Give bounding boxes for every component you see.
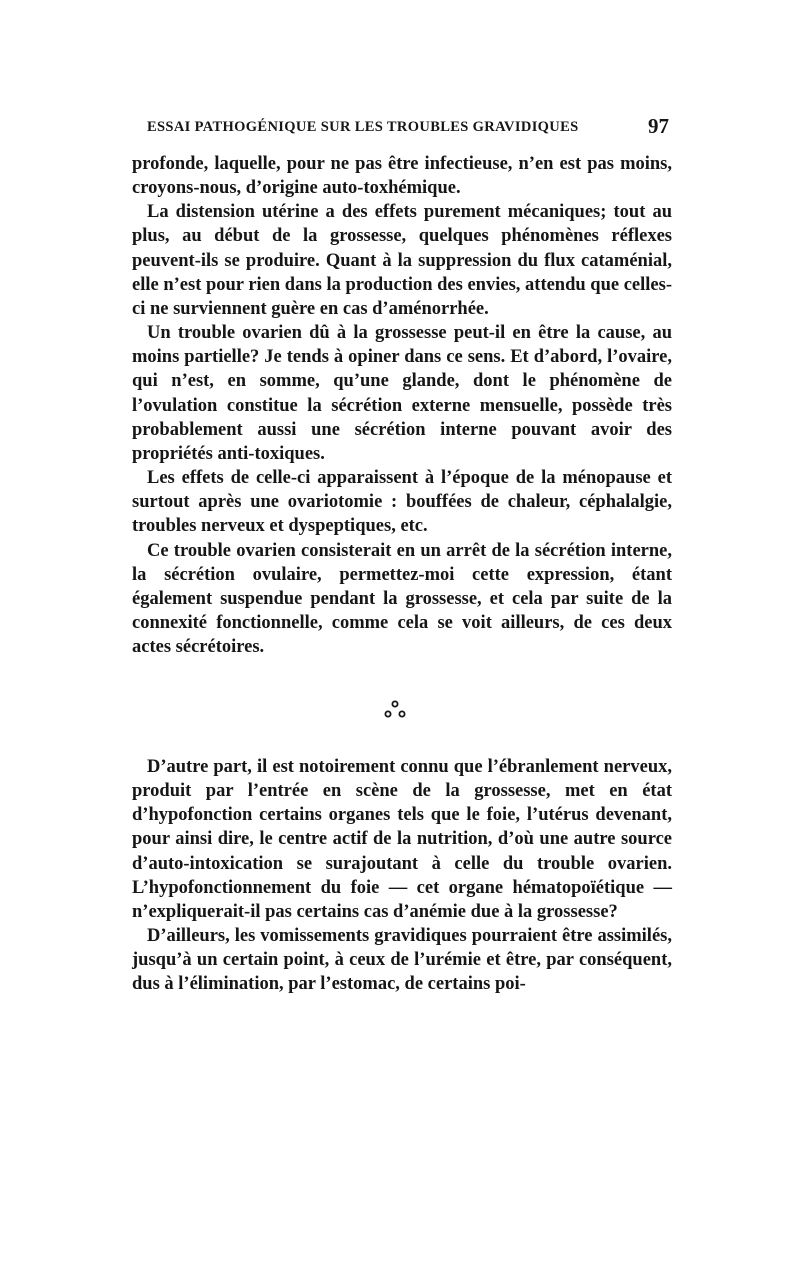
paragraph: D’ailleurs, les vomissements gravidiques pourraient être assimilés, jusqu’à un certain point, à ceux de l’urémie et être, par conséquent, dus à l’élimination, par l’estomac, de certains poi-	[132, 926, 672, 995]
paragraph: Un trouble ovarien dû à la grossesse peut-il en être la cause, au moins partielle? Je tends à opiner dans ce sens. Et d’abord, l’ovaire, qui n’est, en somme, qu’une glande, dont le phénomène de l’ovulation constitue la sécrétion externe mensuelle, possède très probablement aussi une sécrétion interne pouvant avoir des propriétés anti-toxiques.	[132, 323, 672, 464]
page-number: 97	[648, 114, 669, 138]
section-one	[132, 152, 672, 659]
paragraph: La distension utérine a des effets purement mécaniques; tout au plus, au début de la grossesse, quelques phénomènes réflexes peuvent-ils se produire. Quant à la suppression du flux cataménial, elle n’est pour rien dans la production des envies, attendu que celles-ci ne surviennent guère en cas d’aménorrhée.	[132, 202, 672, 319]
ornament-dot	[385, 711, 390, 716]
paragraph: D’autre part, il est notoirement connu que l’ébranlement nerveux, produit par l’entrée en scène de la grossesse, met en état d’hypofonction certains organes tels que le foie, l’utérus devenant, pour ainsi dire, le centre actif de la nutrition, d’où une autre source d’auto-intoxication se surajoutant à celle du trouble ovarien. L’hypofonctionnement du foie — cet organe hématopoïétique — n’expliquerait-il pas certains cas d’anémie due à la grossesse?	[132, 757, 672, 922]
running-header	[147, 114, 669, 140]
section-two	[132, 755, 672, 997]
paragraph: Les effets de celle-ci apparaissent à l’époque de la ménopause et surtout après une ovariotomie : bouffées de chaleur, céphalalgie, troubles nerveux et dyspeptiques, etc.	[132, 468, 672, 537]
paragraph: profonde, laquelle, pour ne pas être infectieuse, n’en est pas moins, croyons-nous, d’origine auto-toxhémique.	[132, 154, 672, 199]
running-title: ESSAI PATHOGÉNIQUE SUR LES TROUBLES GRAVIDIQUES	[147, 119, 579, 135]
ornament-dot	[392, 701, 397, 706]
ornament-dot	[399, 711, 404, 716]
asterism-separator	[380, 698, 410, 722]
paragraph: Ce trouble ovarien consisterait en un arrêt de la sécrétion interne, la sécrétion ovulaire, permettez-moi cette expression, étant également suspendue pendant la grossesse, et cela par suite de la connexité fonctionnelle, comme cela se voit ailleurs, de ces deux actes sécrétoires.	[132, 540, 672, 658]
